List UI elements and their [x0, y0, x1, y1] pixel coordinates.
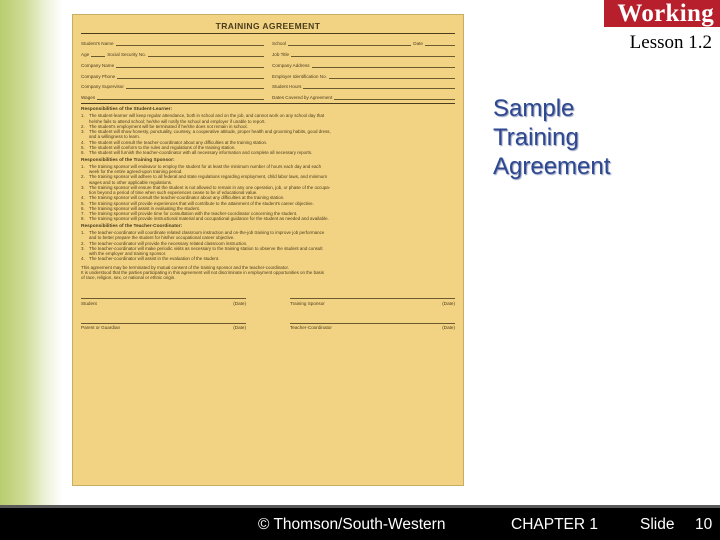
signature-teacher: Teacher-Coordinator (Date) — [290, 319, 455, 331]
section-heading-sponsor: Responsibilities of the Training Sponsor: — [81, 157, 175, 163]
list-item: wages and to other applicable regulations. — [89, 179, 173, 185]
brand-logo: Working — [604, 0, 720, 27]
slide-title — [493, 94, 693, 181]
field-label: Dates Covered by Agreement — [272, 95, 333, 101]
section-heading-student: Responsibilities of the Student-Learner: — [81, 107, 173, 113]
student-responsibilities — [81, 113, 455, 155]
field-label: Age — [81, 51, 90, 57]
list-item: 5. The student will conform to the rules and regulations of the training station. — [81, 144, 236, 150]
signature-parent: Parent or Guardian (Date) — [81, 319, 246, 331]
list-item: 4. The training sponsor will consult the teacher-coordinator about any difficulties at the training station. — [81, 195, 285, 201]
field-label: Company Supervisor — [81, 84, 124, 90]
field-company-name — [81, 59, 264, 68]
list-item: with the employer and training sponsor. — [89, 251, 167, 257]
list-item: he/she fails to attend school; he/she will notify the school and employer if unable to report. — [89, 118, 266, 124]
divider — [81, 103, 455, 104]
agreement-fields — [81, 37, 455, 100]
list-item: 2. The training sponsor will adhere to all federal and state regulations regarding employment, child labor laws, and minimum — [81, 174, 328, 180]
teacher-responsibilities — [81, 230, 455, 262]
field-company-supervisor — [81, 81, 264, 90]
list-item: 6. The training sponsor will assist in evaluating the student. — [81, 205, 200, 211]
left-gradient-band — [0, 0, 62, 505]
training-agreement-document — [72, 14, 464, 486]
signature-training-sponsor: Training Sponsor (Date) — [290, 294, 455, 306]
slide-title-line: Sample — [493, 95, 575, 122]
lesson-label: Lesson 1.2 — [629, 32, 712, 53]
field-label: Job Title — [272, 51, 290, 57]
slide-title-line: Agreement — [493, 153, 611, 180]
list-item: 4. The student will consult the teacher-coordinator about any difficulties at the training station. — [81, 139, 268, 145]
list-item: 7. The training sponsor will provide time for consultation with the teacher-coordinator concerning the student. — [81, 211, 298, 217]
signature-block — [81, 294, 455, 330]
field-employer-id — [272, 70, 455, 79]
field-label: Student's Name — [81, 40, 114, 46]
closing-line: It is understood that the parties participating in this agreement will not discriminate in employment opportunities on the basis — [81, 269, 324, 275]
sponsor-responsibilities — [81, 164, 455, 222]
list-item: week for the entire agreed-upon training period. — [89, 169, 183, 175]
slide-title-line: Training — [493, 124, 579, 151]
copyright-text: © Thomson/South-Western — [258, 516, 446, 533]
list-item: 6. The student will furnish the teacher-coordinator with all necessary information and complete all necessary reports. — [81, 150, 313, 156]
field-label: Student Hours — [272, 84, 302, 90]
field-age-ssn — [81, 48, 264, 57]
field-dates-covered — [272, 91, 455, 100]
field-label: Social Security No. — [107, 51, 146, 57]
field-label: Company Name — [81, 62, 115, 68]
chapter-label: CHAPTER 1 — [511, 516, 598, 533]
field-wages — [81, 91, 264, 100]
field-school-date — [272, 37, 455, 46]
document-title: TRAINING AGREEMENT — [81, 21, 455, 34]
list-item: 5. The training sponsor will provide experiences that will contribute to the attainment of the student's career objective. — [81, 200, 314, 206]
field-label: Employer Identification No. — [272, 73, 327, 79]
list-item: 1. The student-learner will keep regular attendance, both in school and on the job, and cannot work on any school day that — [81, 113, 325, 119]
list-item: 4. The teacher-coordinator will assist in the evaluation of the student. — [81, 256, 220, 262]
field-student-name — [81, 37, 264, 46]
list-item: tion beyond a period of time when such experiences cease to be of educational value. — [89, 190, 258, 196]
list-item: 3. The student will show honesty, punctuality, courtesy, a cooperative attitude, proper health and grooming habits, good dress, — [81, 129, 331, 135]
section-heading-teacher: Responsibilities of the Teacher-Coordinator: — [81, 224, 183, 230]
signature-student: Student (Date) — [81, 294, 246, 306]
list-item: 2. The student's employment will be terminated if he/she does not remain in school. — [81, 123, 248, 129]
slide-number: 10 — [695, 516, 713, 533]
list-item: 3. The training sponsor will ensure that the student is not allowed to remain in any one operation, job, or phase of the occupa- — [81, 184, 331, 190]
field-job-title — [272, 48, 455, 57]
list-item: 2. The teacher-coordinator will provide the necessary related classroom instruction. — [81, 240, 248, 246]
field-company-phone — [81, 70, 264, 79]
field-label: School — [272, 40, 287, 46]
list-item: 8. The training sponsor will provide instructional material and occupational guidance for the student as needed and available. — [81, 216, 329, 222]
slide-label: Slide — [640, 516, 675, 533]
footer-bar — [0, 505, 720, 540]
list-item: 1. The teacher-coordinator will coordinate related classroom instruction and on-the-job training to improve job performance — [81, 230, 325, 236]
list-item: 1. The training sponsor will endeavor to employ the student for at least the minimum number of hours each day and each — [81, 163, 322, 169]
field-company-address — [272, 59, 455, 68]
field-label: Wages — [81, 95, 96, 101]
closing-line: of race, religion, sex, or national or ethnic origin. — [81, 275, 176, 281]
list-item: 3. The teacher-coordinator will make periodic visits as necessary to the training station to observe the student and consult — [81, 245, 323, 251]
closing-line: This agreement may be terminated by mutual consent of the training sponsor and the teacher-coordinator. — [81, 264, 289, 270]
field-label: Company Address — [272, 62, 310, 68]
field-label: Company Phone — [81, 73, 116, 79]
list-item: and a willingness to learn. — [89, 134, 141, 140]
field-student-hours — [272, 81, 455, 90]
list-item: and to better prepare the student for his/her occupational career objective. — [89, 235, 235, 241]
field-label: Date — [413, 40, 423, 46]
closing-statement — [81, 265, 455, 281]
